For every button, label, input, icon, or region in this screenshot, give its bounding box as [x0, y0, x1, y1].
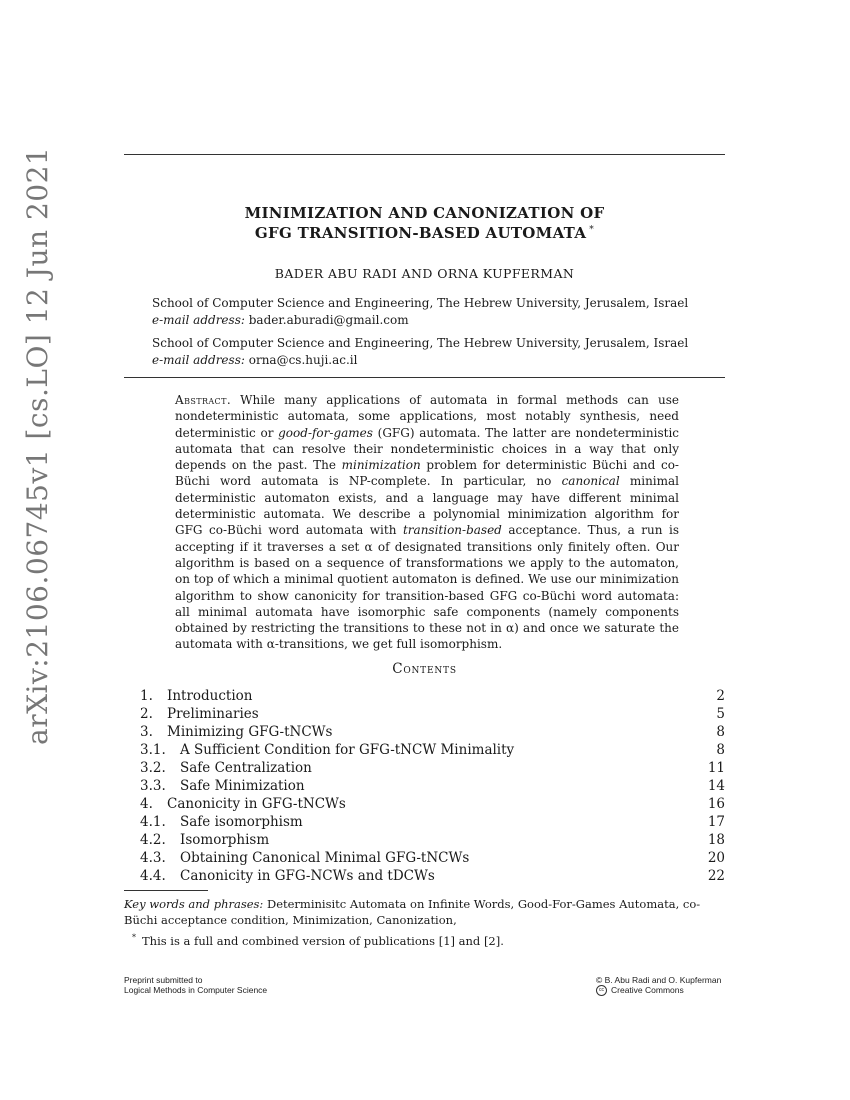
toc-page: 11 — [707, 760, 725, 776]
affiliation-2-institution: School of Computer Science and Engineering, The Hebrew University, Jerusalem, Israel — [152, 336, 689, 350]
journal-name: Logical Methods in Computer Science — [124, 985, 268, 995]
toc-entry[interactable] — [140, 813, 725, 831]
affiliation-1-email: bader.aburadi@gmail.com — [248, 313, 409, 327]
copyright-line: © B. Abu Radi and O. Kupferman — [596, 975, 722, 985]
toc-title: Isomorphism — [180, 832, 270, 848]
toc-page: 17 — [707, 814, 725, 830]
toc-number: 3. — [140, 724, 153, 740]
toc-entry[interactable] — [140, 867, 725, 885]
abstract-text: While many applications of automata in formal methods can use nondeterministic automata, some applications, most notably synthesis, need deterministic or — [175, 393, 679, 440]
footnote-mark: * — [132, 933, 136, 942]
affiliation-1-email-line — [152, 312, 712, 329]
footnote — [124, 930, 725, 949]
affiliation-1-institution: School of Computer Science and Engineering, The Hebrew University, Jerusalem, Israel — [152, 296, 689, 310]
toc-title: Safe Minimization — [180, 778, 305, 794]
contents-heading: Contents — [392, 661, 457, 677]
paper-title-line-2 — [124, 224, 725, 242]
toc-entry[interactable] — [140, 759, 725, 777]
affiliation-2-email: orna@cs.huji.ac.il — [248, 353, 358, 367]
footnote-text: This is a full and combined version of publications [1] and [2]. — [142, 933, 504, 948]
keywords — [124, 896, 725, 928]
abstract-label: Abstract. — [175, 393, 232, 407]
toc-page: 8 — [716, 724, 725, 740]
keywords-text: Determinisitc Automata on Infinite Words, Good-For-Games Automata, co-Büchi acceptance condition, Minimization, Canonization, — [124, 897, 701, 927]
toc-title: Introduction — [167, 688, 253, 704]
toc-page: 18 — [707, 832, 725, 848]
toc-number: 4.2. — [140, 832, 166, 848]
toc-entry[interactable] — [140, 687, 725, 705]
toc-title: Minimizing GFG-tNCWs — [167, 724, 333, 740]
journal-footer — [124, 975, 267, 995]
top-rule — [124, 154, 725, 155]
email-label: e-mail address: — [152, 313, 245, 327]
toc-entry[interactable] — [140, 795, 725, 813]
abstract-text: minimal deterministic automaton exists, and a language may have different minimal deterministic automata. We describe a polynomial minimization algorithm for GFG co-Büchi word automata with — [175, 474, 679, 538]
toc-entry[interactable] — [140, 723, 725, 741]
abstract-emphasis: minimization — [341, 458, 421, 473]
toc-number: 1. — [140, 688, 153, 704]
title-text: GFG TRANSITION-BASED AUTOMATA — [254, 224, 587, 242]
license-line — [596, 985, 725, 996]
preprint-line: Preprint submitted to — [124, 975, 203, 985]
toc-page: 8 — [716, 742, 725, 758]
toc-page: 14 — [707, 778, 725, 794]
header-rule — [124, 377, 725, 378]
toc-title: Canonicity in GFG-tNCWs — [167, 796, 346, 812]
table-of-contents — [140, 687, 725, 885]
arxiv-identifier: arXiv:2106.06745v1 [cs.LO] 12 Jun 2021 — [21, 146, 54, 745]
toc-page: 16 — [707, 796, 725, 812]
toc-number: 4.3. — [140, 850, 166, 866]
abstract-emphasis: transition-based — [402, 523, 502, 538]
toc-page: 2 — [716, 688, 725, 704]
copyright-footer — [596, 975, 725, 996]
toc-title: Safe Centralization — [180, 760, 312, 776]
toc-entry[interactable] — [140, 705, 725, 723]
footnote-rule — [124, 890, 208, 891]
toc-title: Obtaining Canonical Minimal GFG-tNCWs — [180, 850, 470, 866]
toc-entry[interactable] — [140, 849, 725, 867]
toc-number: 4. — [140, 796, 153, 812]
toc-number: 3.1. — [140, 742, 166, 758]
toc-page: 22 — [707, 868, 725, 884]
email-label: e-mail address: — [152, 353, 245, 367]
abstract — [175, 392, 679, 653]
toc-title: A Sufficient Condition for GFG-tNCW Minimality — [180, 742, 515, 758]
toc-page: 5 — [716, 706, 725, 722]
toc-number: 2. — [140, 706, 153, 722]
license-text: Creative Commons — [611, 985, 684, 995]
toc-entry[interactable] — [140, 831, 725, 849]
toc-number: 3.2. — [140, 760, 166, 776]
toc-page: 20 — [707, 850, 725, 866]
creative-commons-icon: cc — [596, 985, 607, 996]
toc-title: Preliminaries — [167, 706, 259, 722]
affiliation-2-email-line — [152, 352, 712, 369]
keywords-label: Key words and phrases: — [124, 897, 264, 911]
affiliation-1 — [152, 295, 712, 329]
abstract-text: problem for deterministic Büchi and co-Büchi word automata is NP-complete. In particular, no — [175, 458, 679, 489]
abstract-text: (GFG) automata. The latter are nondeterministic automata that can resolve their nondeterministic choices in a way that only depends on the past. The — [175, 425, 679, 473]
affiliation-2 — [152, 335, 712, 369]
abstract-text: acceptance. Thus, a run is accepting if it traverses a set α of designated transitions only finitely often. Our algorithm is based on a sequence of transformations we apply to the automaton, on top of which a minimal quotient automaton is defined. We use our minimization algorithm to show canonicity for transition-based GFG co-Büchi word automata: all minimal automata have isomorphic safe components (namely components obtained by restricting the transitions to these not in α) and once we saturate the automata with α-transitions, we get full isomorphism. — [175, 523, 679, 652]
toc-number: 3.3. — [140, 778, 166, 794]
paper-title-line-1: MINIMIZATION AND CANONIZATION OF — [244, 204, 605, 222]
toc-number: 4.4. — [140, 868, 166, 884]
toc-entry[interactable] — [140, 741, 725, 759]
toc-entry[interactable] — [140, 777, 725, 795]
authors: BADER ABU RADI AND ORNA KUPFERMAN — [274, 266, 575, 281]
toc-title: Canonicity in GFG-NCWs and tDCWs — [180, 868, 435, 884]
toc-title: Safe isomorphism — [180, 814, 303, 830]
abstract-emphasis: canonical — [561, 474, 620, 489]
abstract-emphasis: good-for-games — [278, 425, 373, 440]
toc-number: 4.1. — [140, 814, 166, 830]
title-footnote-mark: * — [589, 225, 595, 235]
